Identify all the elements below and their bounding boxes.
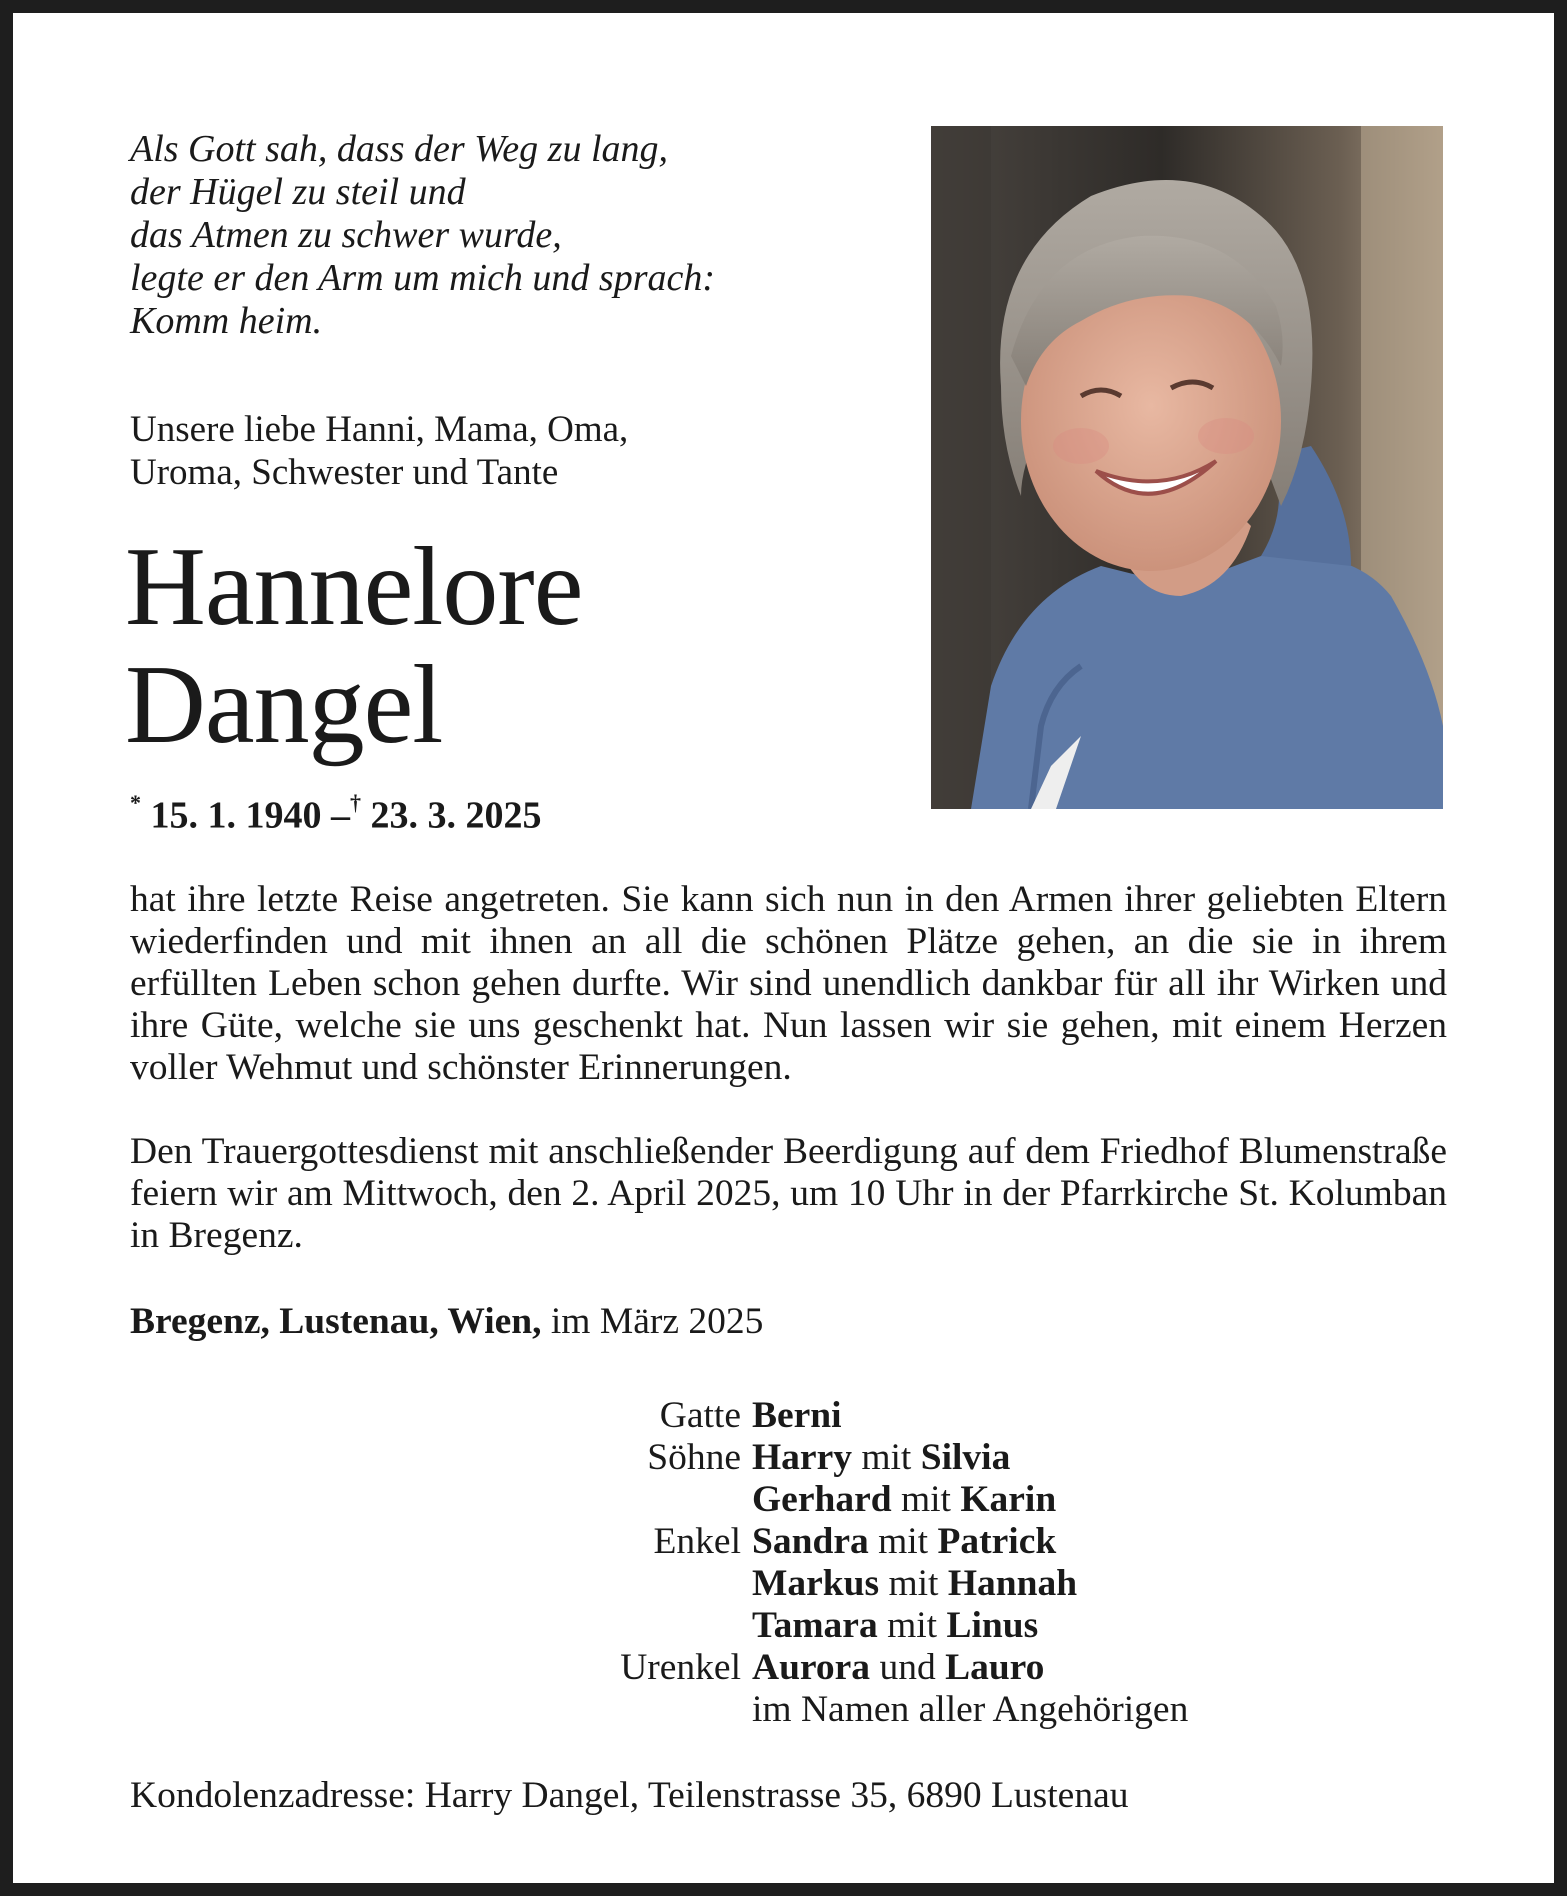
body-text xyxy=(130,879,1447,1299)
relative-name: Tamara xyxy=(752,1605,878,1646)
family-row xyxy=(130,1605,1447,1647)
life-dates xyxy=(130,785,542,838)
body-paragraph: Den Trauergottesdienst mit anschließender Beerdigung auf dem Friedhof Blumenstraße feiern wir am Mittwoch, den 2. April 2025, um 10 Uhr in der Pfarrkirche St. Kolumban in Bregenz. xyxy=(130,1131,1447,1256)
relation-names xyxy=(752,1521,1056,1563)
place-date: im März 2025 xyxy=(550,1301,764,1342)
relative-name: Aurora xyxy=(752,1647,871,1688)
relative-name: Hannah xyxy=(947,1563,1078,1604)
connector: mit xyxy=(861,1437,912,1478)
relative-name: Patrick xyxy=(937,1521,1057,1562)
relation-names xyxy=(752,1437,1010,1479)
place-date-line xyxy=(130,1300,763,1344)
relative-name: Markus xyxy=(752,1563,880,1604)
relative-name: Gerhard xyxy=(752,1479,892,1520)
relative-name: Silvia xyxy=(920,1437,1011,1478)
death-date: 23. 3. 2025 xyxy=(370,794,542,837)
relative-name: Linus xyxy=(946,1605,1039,1646)
relation-label: Enkel xyxy=(653,1521,741,1562)
birth-symbol: * xyxy=(130,790,141,815)
intro-line: Unsere liebe Hanni, Mama, Oma, xyxy=(130,409,629,450)
poem-line: Komm heim. xyxy=(130,300,323,342)
relative-name: Karin xyxy=(960,1479,1057,1520)
relation-label xyxy=(130,1479,752,1521)
relation-label xyxy=(130,1563,752,1605)
connector: mit xyxy=(878,1521,929,1562)
relation-names xyxy=(752,1563,1077,1605)
poem-line: das Atmen zu schwer wurde, xyxy=(130,214,562,256)
connector: mit xyxy=(887,1605,938,1646)
obituary-page xyxy=(13,13,1554,1883)
relation-label: Urenkel xyxy=(620,1647,741,1688)
connector: und xyxy=(879,1647,936,1688)
deceased-name xyxy=(125,525,885,767)
poem-line: legte er den Arm um mich und sprach: xyxy=(130,257,716,299)
last-name: Dangel xyxy=(125,643,443,767)
relative-name: Sandra xyxy=(752,1521,869,1562)
intro-line: Uroma, Schwester und Tante xyxy=(130,452,559,493)
family-row xyxy=(130,1437,1447,1479)
relation-label: Gatte xyxy=(659,1395,741,1436)
family-list xyxy=(130,1395,1447,1731)
condolence-address: Kondolenzadresse: Harry Dangel, Teilenstrasse 35, 6890 Lustenau xyxy=(130,1775,1129,1816)
relation-label: Söhne xyxy=(647,1437,741,1478)
relation-names xyxy=(752,1479,1056,1521)
date-separator: – xyxy=(331,794,350,837)
family-row xyxy=(130,1395,1447,1437)
relation-names xyxy=(752,1647,1044,1689)
body-paragraph: hat ihre letzte Reise angetreten. Sie kann sich nun in den Armen ihrer geliebten Eltern wiederfinden und mit ihnen an all die schönen Plätze gehen, an die sie in ihrem erfüllten Leben schon gehen durfte. Wir sind unendlich dankbar für all ihr Wirken und ihre Güte, welche sie uns geschenkt hat. Nun lassen wir sie gehen, mit einem Herzen voller Wehmut und schönster Erinnerungen. xyxy=(130,879,1447,1088)
family-row xyxy=(130,1521,1447,1563)
poem-line: Als Gott sah, dass der Weg zu lang, xyxy=(130,128,669,170)
family-row xyxy=(130,1563,1447,1605)
relative-name: Lauro xyxy=(945,1647,1045,1688)
relation-names xyxy=(752,1395,842,1437)
relation-names xyxy=(752,1605,1038,1647)
connector: mit xyxy=(888,1563,939,1604)
portrait-illustration xyxy=(931,126,1443,809)
place-cities: Bregenz, Lustenau, Wien, xyxy=(130,1301,542,1342)
death-symbol: † xyxy=(350,790,361,815)
relation-label xyxy=(130,1605,752,1647)
relation-label xyxy=(130,1689,752,1731)
birth-date: 15. 1. 1940 xyxy=(150,794,322,837)
poem-line: der Hügel zu steil und xyxy=(130,171,466,213)
family-row xyxy=(130,1479,1447,1521)
connector: mit xyxy=(900,1479,951,1520)
first-name: Hannelore xyxy=(125,525,583,649)
portrait-photo xyxy=(931,126,1443,809)
relative-name: Berni xyxy=(752,1395,842,1436)
family-row xyxy=(130,1689,1447,1731)
family-closing: im Namen aller Angehörigen xyxy=(752,1689,1189,1730)
intro-text xyxy=(130,408,850,494)
poem xyxy=(130,128,850,343)
relative-name: Harry xyxy=(752,1437,852,1478)
family-row xyxy=(130,1647,1447,1689)
